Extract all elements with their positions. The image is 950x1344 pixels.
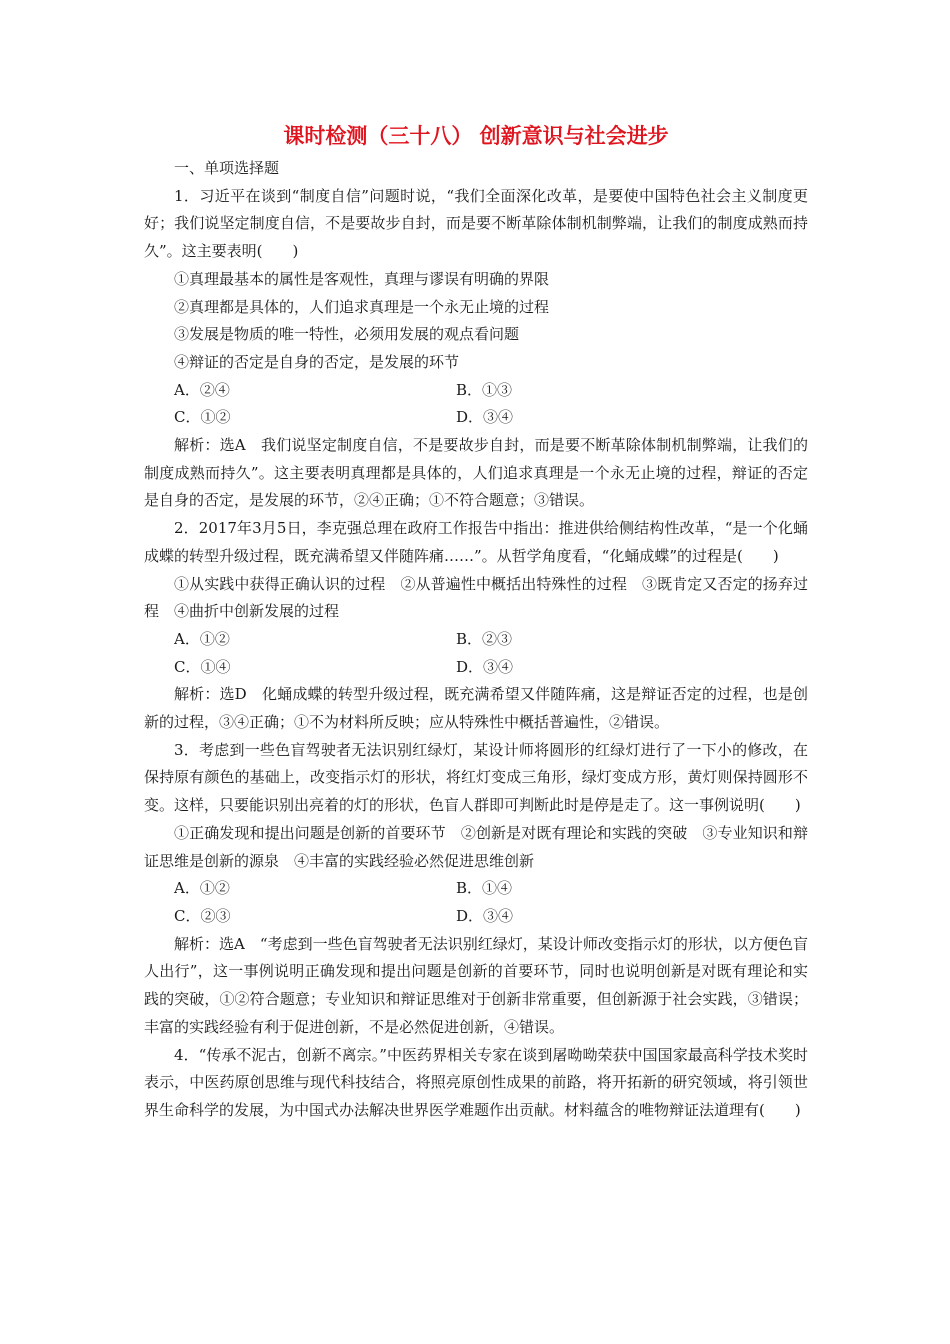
options-row [144,875,808,903]
question-3 [144,737,808,1042]
statement: ①正确发现和提出问题是创新的首要环节 ②创新是对既有理论和实践的突破 ③专业知识和辩证思维是创新的源泉 ④丰富的实践经验必然促进思维创新 [144,823,808,870]
option-a: A．①② [174,879,230,898]
question-stem: 2．2017年3月5日，李克强总理在政府工作报告中指出：推进供给侧结构性改革，“是一个化蛹成蝶的转型升级过程，既充满希望又伴随阵痛……”。从哲学角度看，“化蛹成蝶”的过程是( ) [144,519,808,565]
statement: ①真理最基本的属性是客观性，真理与谬误有明确的界限 [174,269,550,288]
options-row [144,654,808,682]
statement: ①从实践中获得正确认识的过程 ②从普遍性中概括出特殊性的过程 ③既肯定又否定的扬弃过程 ④曲折中创新发展的过程 [144,574,808,621]
question-2 [144,515,808,737]
answer-analysis: 解析：选D 化蛹成蝶的转型升级过程，既充满希望又伴随阵痛，这是辩证否定的过程，也是创新的过程，③④正确；①不为材料所反映；应从特殊性中概括普遍性，②错误。 [144,685,808,732]
page-title: 课时检测（三十八） 创新意识与社会进步 [283,124,669,148]
question-4 [144,1042,808,1125]
answer-analysis: 解析：选A “考虑到一些色盲驾驶者无法识别红绿灯，某设计师改变指示灯的形状，以方便色盲人出行”，这一事例说明正确发现和提出问题是创新的首要环节，同时也说明创新是对既有理论和实践的突破，①②符合题意；专业知识和辩证思维对于创新非常重要，但创新源于社会实践，③错误；丰富的实践经验有利于促进创新，不是必然促进创新，④错误。 [144,934,808,1036]
question-stem: 4．“传承不泥古，创新不离宗。”中医药界相关专家在谈到屠呦呦荣获中国国家最高科学技术奖时表示，中医药原创思维与现代科技结合，将照亮原创性成果的前路，将开拓新的研究领域，将引领世界生命科学的发展，为中国式办法解决世界医学难题作出贡献。材料蕴含的唯物辩证法道理有( ) [144,1045,808,1119]
option-b: B．①③ [456,380,513,399]
question-stem: 3．考虑到一些色盲驾驶者无法识别红绿灯，某设计师将圆形的红绿灯进行了一下小的修改，在保持原有颜色的基础上，改变指示灯的形状，将红灯变成三角形，绿灯变成方形，黄灯则保持圆形不变。这样，只要能识别出亮着的灯的形状，色盲人群即可判断此时是停是走了。这一事例说明( ) [144,740,808,815]
option-c: C．①② [174,408,231,427]
option-d: D．③④ [456,906,514,925]
option-b: B．②③ [456,629,513,648]
option-d: D．③④ [456,408,514,427]
options-row [144,626,808,654]
section-heading: 一、单项选择题 [174,159,280,177]
option-c: C．②③ [174,906,231,925]
option-a: A．①② [174,629,230,648]
statement: ③发展是物质的唯一特性，必须用发展的观点看问题 [174,325,520,344]
options-row [144,377,808,405]
option-b: B．①④ [456,879,513,898]
option-c: C．①④ [174,657,231,676]
option-d: D．③④ [456,657,514,676]
statement: ④辩证的否定是自身的否定，是发展的环节 [174,352,460,371]
options-row [144,404,808,432]
document-page [144,118,808,1125]
question-1 [144,183,808,515]
question-stem: 1．习近平在谈到“制度自信”问题时说，“我们全面深化改革，是要使中国特色社会主义制度更好；我们说坚定制度自信，不是要故步自封，而是要不断革除体制机制弊端，让我们的制度成熟而持久”。这主要表明( ) [144,186,808,261]
options-row [144,903,808,931]
statement: ②真理都是具体的，人们追求真理是一个永无止境的过程 [174,297,550,316]
option-a: A．②④ [174,380,230,399]
answer-analysis: 解析：选A 我们说坚定制度自信，不是要故步自封，而是要不断革除体制机制弊端，让我们的制度成熟而持久”。这主要表明真理都是具体的，人们追求真理是一个永无止境的过程，辩证的否定是自身的否定，是发展的环节，②④正确；①不符合题意；③错误。 [144,436,808,510]
